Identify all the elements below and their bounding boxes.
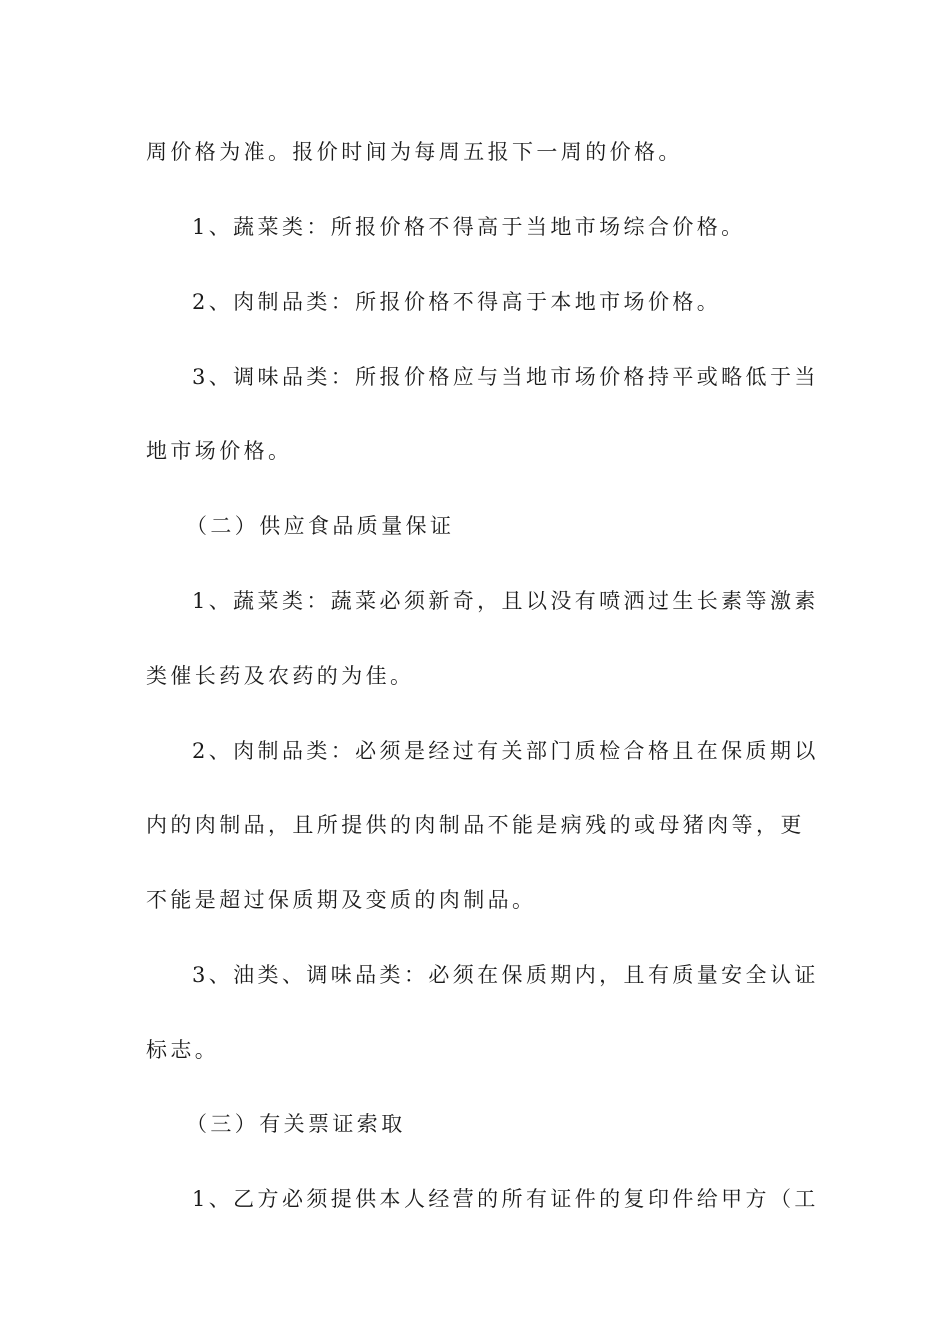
paragraph-line: 地市场价格。	[146, 439, 293, 463]
list-item-oil-seasoning-quality: 3、油类、调味品类：必须在保质期内，且有质量安全认证	[192, 963, 819, 987]
list-item-meat-price: 2、肉制品类：所报价格不得高于本地市场价格。	[192, 290, 722, 314]
list-item-seasoning-price: 3、调味品类：所报价格应与当地市场价格持平或略低于当	[192, 365, 819, 389]
paragraph-line: 内的肉制品，且所提供的肉制品不能是病残的或母猪肉等，更	[146, 813, 805, 837]
list-item-certificates: 1、乙方必须提供本人经营的所有证件的复印件给甲方（工	[192, 1187, 819, 1211]
paragraph-line: 类催长药及农药的为佳。	[146, 664, 415, 688]
section-heading-quality: （二）供应食品质量保证	[186, 514, 455, 538]
paragraph-line: 不能是超过保质期及变质的肉制品。	[146, 888, 537, 912]
list-item-meat-quality: 2、肉制品类：必须是经过有关部门质检合格且在保质期以	[192, 739, 819, 763]
list-item-vegetables-price: 1、蔬菜类：所报价格不得高于当地市场综合价格。	[192, 215, 746, 239]
list-item-vegetables-quality: 1、蔬菜类：蔬菜必须新奇，且以没有喷洒过生长素等激素	[192, 589, 819, 613]
paragraph-line: 标志。	[146, 1038, 220, 1062]
paragraph-line: 周价格为准。报价时间为每周五报下一周的价格。	[146, 140, 683, 164]
section-heading-documents: （三）有关票证索取	[186, 1112, 406, 1136]
